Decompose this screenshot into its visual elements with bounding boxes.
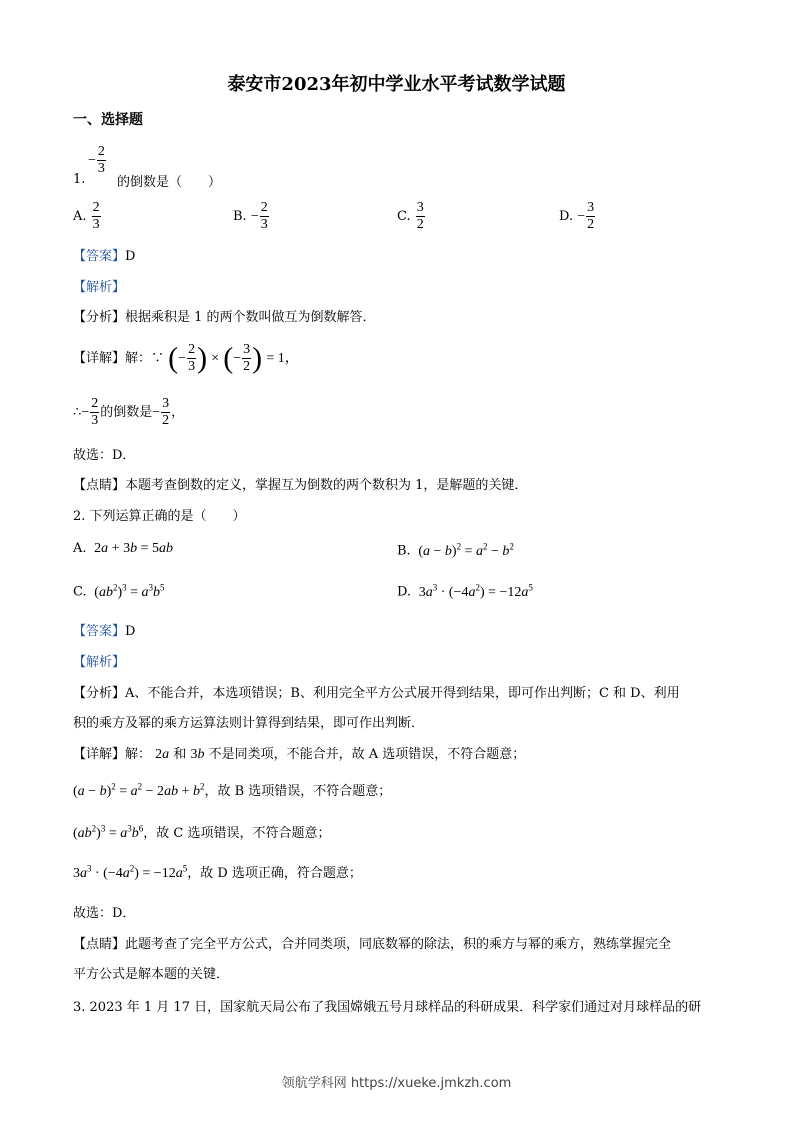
q2-dianjing-line1: 【点睛】此题考查了完全平方公式，合并同类项，同底数幂的除法，积的乘方与幂的乘方，熟练掌握完全	[73, 937, 672, 952]
option-label: A.	[73, 209, 87, 224]
q2-option-d: D. $3a^3 \cdot (-4a^2) = -12a^5$	[397, 582, 533, 600]
q1-fenxi: 【分析】根据乘积是 1 的两个数叫做互为倒数解答．	[73, 310, 376, 325]
q2-detail-b: $(a - b)^2 = a^2 - 2ab + b^2$，故 B 选项错误，不符合题意；	[73, 781, 392, 799]
q2-option-c: C. $(ab^2)^3 = a^3b^5$	[73, 582, 165, 600]
q2-fenxi-line2: 积的乘方及幂的乘方运算法则计算得到结果，即可作出判断．	[73, 716, 425, 731]
q2-answer: 【答案】D	[73, 624, 136, 639]
q1-choose: 故选：D．	[73, 448, 136, 463]
q2-fenxi-line1: 【分析】A、不能合并，本选项错误；B、利用完全平方公式展开得到结果，即可作出判断；C 和 D、利用	[73, 686, 680, 701]
q2-detail-c: $(ab^2)^3 = a^3b^6$，故 C 选项错误，不符合题意；	[73, 823, 331, 841]
q1-stem-fraction: − $\frac{2}{3}$	[88, 144, 105, 176]
q2-analysis-tag: 【解析】	[73, 655, 126, 670]
q1-option-d: D. − $\frac{3}{2}$	[559, 200, 595, 232]
q2-dianjing-line2: 平方公式是解本题的关键．	[73, 967, 230, 982]
q2-option-a: A. 2a + 3b = 5ab	[73, 541, 173, 556]
q1-option-c: C. $\frac{3}{2}$	[397, 200, 424, 232]
option-label: D.	[559, 209, 574, 224]
section-heading: 一、选择题	[73, 112, 143, 128]
option-label: C.	[397, 209, 411, 224]
q1-option-a: A. $\frac{2}{3}$	[73, 200, 100, 232]
q2-choose: 故选：D．	[73, 906, 136, 921]
q1-detail: 【详解】解：∵ (− $\frac{2}{3}$ ) × (− $\frac{3}{2}$ ) = 1，	[73, 341, 299, 375]
q3-stem: 3. 2023 年 1 月 17 日，国家航天局公布了我国嫦娥五号月球样品的科研成果．科学家们通过对月球样品的研	[73, 1000, 702, 1015]
q2-detail-a: 【详解】解： 2a 和 3b 不是同类项，不能合并，故 A 选项错误，不符合题意；	[73, 747, 526, 762]
q1-number: 1.	[73, 172, 86, 187]
q1-answer: 【答案】D	[73, 249, 136, 264]
q2-stem: 2. 下列运算正确的是（ ）	[73, 509, 246, 524]
q1-analysis-tag: 【解析】	[73, 280, 126, 295]
option-label: B.	[233, 209, 247, 224]
answer-tag: 【答案】	[73, 249, 126, 264]
q1-stem-text: 的倒数是（ ）	[117, 175, 222, 190]
page-title: 泰安市2023年初中学业水平考试数学试题	[227, 74, 566, 95]
q2-option-b: B. $(a - b)^2 = a^2 - b^2$	[397, 541, 514, 559]
q2-detail-d: $3a^3 \cdot (-4a^2) = -12a^5$，故 D 选项正确，符合题意；	[73, 863, 362, 881]
page-footer: 领航学科网 https://xueke.jmkzh.com	[281, 1076, 512, 1091]
q1-therefore: ∴− $\frac{2}{3}$ 的倒数是− $\frac{3}{2}$ ，	[73, 396, 185, 428]
q1-dianjing: 【点睛】本题考查倒数的定义，掌握互为倒数的两个数积为 1，是解题的关键．	[73, 478, 528, 493]
q1-option-b: B. − $\frac{2}{3}$	[233, 200, 268, 232]
